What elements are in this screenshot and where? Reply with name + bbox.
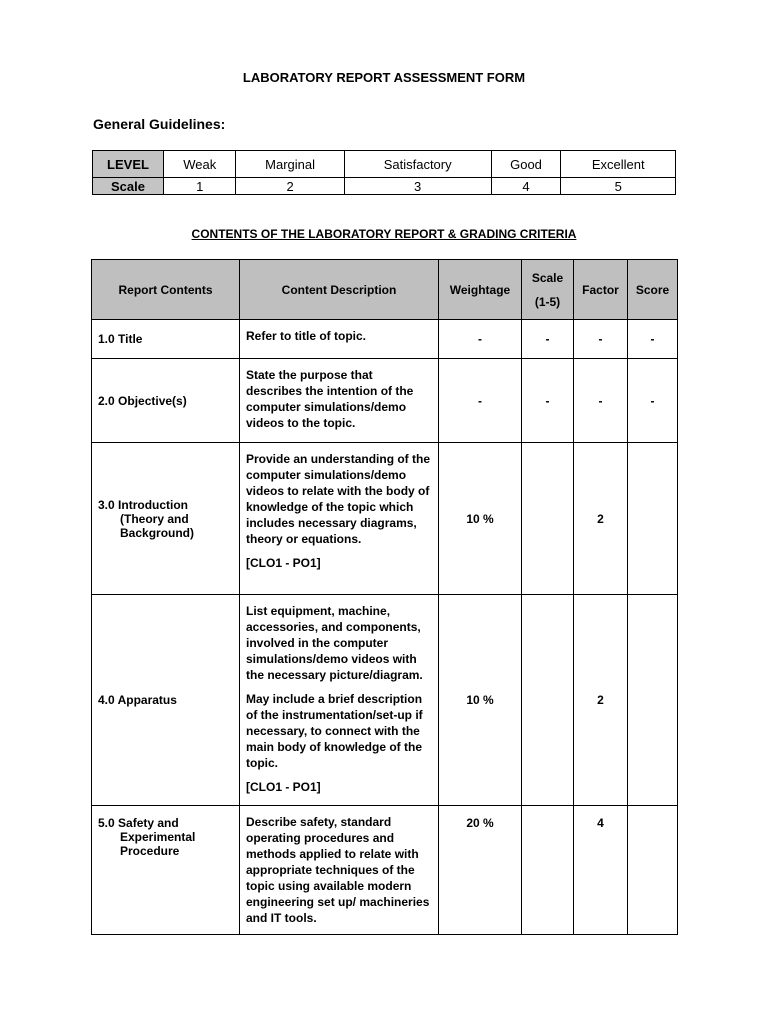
level-marginal: Marginal	[236, 151, 344, 178]
header-scale-line2: (1-5)	[534, 294, 561, 309]
row-number: 4.0	[98, 693, 115, 707]
scale-cell	[522, 595, 574, 806]
header-report-contents: Report Contents	[92, 260, 240, 320]
scale-row	[93, 178, 676, 195]
row-name-line2: (Theory and	[120, 511, 189, 526]
table-row	[92, 320, 678, 359]
report-content-cell	[92, 443, 240, 595]
level-header: LEVEL	[93, 151, 164, 178]
description-text: State the purpose that describes the intention of the computer simulations/demo videos to the topic.	[246, 368, 414, 430]
scale-cell	[522, 443, 574, 595]
header-scale-line1: Scale	[531, 270, 564, 285]
report-content-cell	[92, 359, 240, 443]
table-row	[92, 443, 678, 595]
description-cell	[240, 806, 439, 935]
factor-cell: 2	[574, 443, 628, 595]
clo-tag: [CLO1 - PO1]	[246, 780, 321, 794]
header-score: Score	[628, 260, 678, 320]
table-row	[92, 806, 678, 935]
criteria-title: CONTENTS OF THE LABORATORY REPORT & GRADING CRITERIA	[191, 227, 577, 241]
weightage-cell: 10 %	[439, 443, 522, 595]
score-cell: -	[628, 359, 678, 443]
table-row	[92, 359, 678, 443]
report-content-cell	[92, 806, 240, 935]
description-cell	[240, 320, 439, 359]
form-title: LABORATORY REPORT ASSESSMENT FORM	[242, 70, 526, 85]
description-text: Refer to title of topic.	[246, 329, 366, 343]
level-satisfactory: Satisfactory	[344, 151, 491, 178]
scale-3: 3	[344, 178, 491, 195]
score-cell	[628, 443, 678, 595]
table-row	[92, 595, 678, 806]
score-cell: -	[628, 320, 678, 359]
description-text: List equipment, machine, accessories, and components, involved in the computer simulations/demo videos with the necessary picture/diagram.	[246, 604, 423, 682]
header-content-description: Content Description	[240, 260, 439, 320]
row-name-line2: Experimental	[120, 830, 196, 844]
scale-cell	[522, 806, 574, 935]
description-text-2: May include a brief description of the instrumentation/set-up if necessary, to connect with the main body of knowledge of the topic.	[246, 692, 423, 770]
row-name-line3: Background)	[120, 525, 195, 540]
scale-table	[92, 150, 676, 195]
header-scale	[522, 260, 574, 320]
criteria-header-row	[92, 260, 678, 320]
row-name: Title	[118, 332, 143, 346]
scale-cell: -	[522, 320, 574, 359]
level-weak: Weak	[164, 151, 236, 178]
description-text: Provide an understanding of the computer simulations/demo videos to relate with the body of knowledge of the topic which includes necessary diagrams, theory or equations.	[246, 452, 431, 546]
scale-2: 2	[236, 178, 344, 195]
weightage-cell: 10 %	[439, 595, 522, 806]
scale-4: 4	[491, 178, 561, 195]
scale-1: 1	[164, 178, 236, 195]
clo-tag: [CLO1 - PO1]	[246, 556, 321, 570]
factor-cell: 4	[574, 806, 628, 935]
scale-cell: -	[522, 359, 574, 443]
score-cell	[628, 806, 678, 935]
level-row	[93, 151, 676, 178]
level-good: Good	[491, 151, 561, 178]
description-cell	[240, 443, 439, 595]
row-name-line1: Introduction	[118, 497, 189, 512]
weightage-cell: 20 %	[439, 806, 522, 935]
row-number: 2.0	[98, 393, 115, 408]
row-name-line1: Safety and	[118, 816, 179, 830]
header-weightage: Weightage	[439, 260, 522, 320]
description-cell	[240, 359, 439, 443]
scale-header: Scale	[93, 178, 164, 195]
scale-5: 5	[561, 178, 676, 195]
report-content-cell	[92, 595, 240, 806]
row-number: 1.0	[98, 332, 115, 346]
header-factor: Factor	[574, 260, 628, 320]
row-name-line3: Procedure	[120, 844, 180, 858]
level-excellent: Excellent	[561, 151, 676, 178]
weightage-cell: -	[439, 359, 522, 443]
weightage-cell: -	[439, 320, 522, 359]
row-name: Objective(s)	[118, 393, 187, 408]
score-cell	[628, 595, 678, 806]
description-text: Describe safety, standard operating procedures and methods applied to relate with appropriate techniques of the topic using available modern engineering set up/ machineries and IT tools.	[246, 815, 430, 925]
row-number: 5.0	[98, 816, 115, 830]
report-content-cell	[92, 320, 240, 359]
row-number: 3.0	[98, 497, 115, 512]
guidelines-label: General Guidelines:	[93, 116, 226, 132]
factor-cell: -	[574, 359, 628, 443]
factor-cell: -	[574, 320, 628, 359]
factor-cell: 2	[574, 595, 628, 806]
criteria-table	[91, 259, 678, 935]
description-cell	[240, 595, 439, 806]
row-name: Apparatus	[117, 693, 177, 707]
